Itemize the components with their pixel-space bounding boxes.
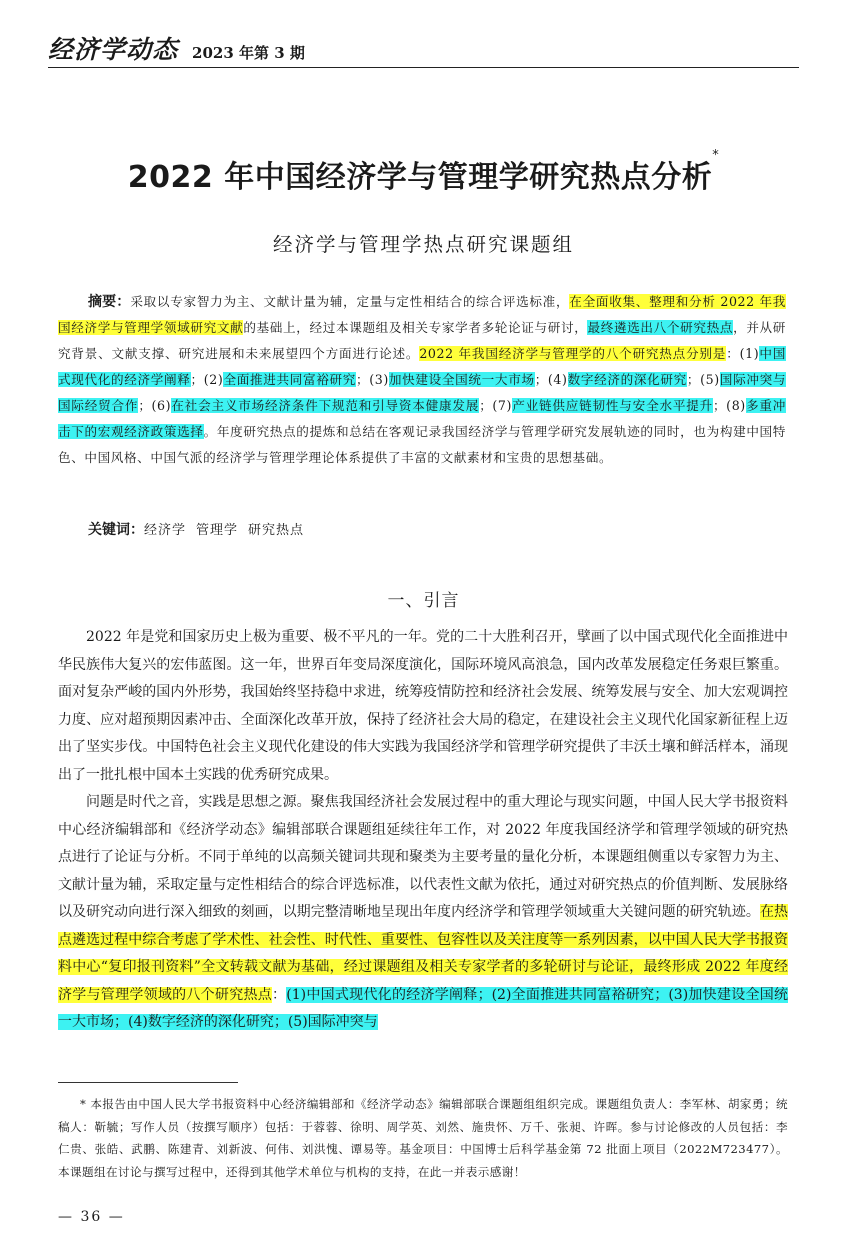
abstract-text: ；(5) xyxy=(686,372,720,387)
abstract-text: 采取以专家智力为主、文献计量为辅，定量与定性相结合的综合评选标准， xyxy=(130,294,570,309)
body-text-segment: 问题是时代之音，实践是思想之源。聚焦我国经济社会发展过程中的重大理论与现实问题，中国人民大学书报资料中心经济编辑部和《经济学动态》编辑部联合课题组延续往年工作，对 2022 年度我国经济学和管理学领域的研究热点进行了论证与分析。不同于单纯的以高频关键词共现和聚类为主要考量的量化分析，本课题组侧重以专家智力为主、文献计量为辅，采取定量与定性相结合的综合评选标准，以代表性文献为依托，通过对研究热点的价值判断、发展脉络以及研究动向进行深入细致的刻画，以期完整清晰地呈现出年度内经济学和管理学领域重大关键问题的研究轨迹。 xyxy=(58,794,788,920)
keyword: 经济学 xyxy=(144,523,187,538)
abstract-highlight: 全面推进共同富裕研究 xyxy=(223,372,356,387)
title-footnote-mark: * xyxy=(712,148,720,163)
section-heading: 一、引言 xyxy=(387,591,460,611)
abstract-text: ；(2) xyxy=(190,372,224,387)
footnote-text: * 本报告由中国人民大学书报资料中心经济编辑部和《经济学动态》编辑部联合课题组组织完成。课题组负责人：李军林、胡家勇；统稿人：靳毓；写作人员（按撰写顺序）包括：于蓉蓉、徐明、周学英、刘然、施贵怀、万千、张昶、许晖。参与讨论修改的人员包括：李仁贵、张皓、武鹏、陈建青、刘新波、何伟、刘洪愧、谭易等。基金项目：中国博士后科学基金第 72 批面上项目（2022M723477）。本课题组在讨论与撰写过程中，还得到其他学术单位与机构的支持，在此一并表示感谢！ xyxy=(58,1097,788,1179)
abstract-text: ；(3) xyxy=(356,372,389,387)
header-rule xyxy=(48,67,799,68)
abstract xyxy=(58,289,786,471)
article-title-text: 2022 年中国经济学与管理学研究热点分析 xyxy=(127,160,713,195)
page-number: — 36 — xyxy=(58,1209,125,1225)
keywords xyxy=(88,519,314,539)
body-paragraph xyxy=(58,789,788,1037)
abstract-label: 摘要： xyxy=(88,294,131,310)
article-title xyxy=(0,148,847,196)
abstract-highlight: 多重冲击下的宏观经济政策选择 xyxy=(58,398,786,439)
abstract-highlight: 最终遴选出八个研究热点 xyxy=(587,320,734,335)
body-text xyxy=(58,624,788,1037)
abstract-text: 的基础上，经过本课题组及相关专家学者多轮论证与研讨， xyxy=(243,320,588,335)
abstract-highlight: 在社会主义市场经济条件下规范和引导资本健康发展 xyxy=(171,398,480,413)
abstract-highlight: 数字经济的深化研究 xyxy=(567,372,687,387)
abstract-highlight: 中国式现代化的经济学阐释 xyxy=(58,346,786,387)
issue-label: 2023 年第 3 期 xyxy=(192,44,305,62)
abstract-highlight: 在全面收集、整理和分析 2022 年我国经济学与管理学领域研究文献 xyxy=(58,294,786,335)
abstract-highlight: 2022 年我国经济学与管理学的八个研究热点分别是 xyxy=(419,346,727,361)
body-highlight: 在热点遴选过程中综合考虑了学术性、社会性、时代性、重要性、包容性以及关注度等一系列因素，以中国人民大学书报资料中心“复印报刊资料”全文转载文献为基础，经过课题组及相关专家学者的多轮研讨与论证，最终形成 2022 年度经济学与管理学领域的八个研究热点 xyxy=(58,904,789,1003)
abstract-highlight: 加快建设全国统一大市场 xyxy=(388,372,535,387)
keywords-label: 关键词： xyxy=(88,522,144,538)
abstract-highlight: 国际冲突与国际经贸合作 xyxy=(58,372,787,413)
keyword: 管理学 xyxy=(196,523,239,538)
journal-logo: 经济学动态 xyxy=(48,35,179,64)
abstract-text: 。年度研究热点的提炼和总结在客观记录我国经济学与管理学研究发展轨迹的同时，也为构建中国特色、中国风格、中国气派的经济学与管理学理论体系提供了丰富的文献素材和宝贵的思想基础。 xyxy=(58,424,786,465)
body-paragraph: 2022 年是党和国家历史上极为重要、极不平凡的一年。党的二十大胜利召开，擘画了以中国式现代化全面推进中华民族伟大复兴的宏伟蓝图。这一年，世界百年变局深度演化，国际环境风高浪急，国内改革发展稳定任务艰巨繁重。面对复杂严峻的国内外形势，我国始终坚持稳中求进，统筹疫情防控和经济社会发展、统筹发展与安全、加大宏观调控力度、应对超预期因素冲击、全面深化改革开放，保持了经济社会大局的稳定，在建设社会主义现代化国家新征程上迈出了坚实步伐。中国特色社会主义现代化建设的伟大实践为我国经济学和管理学研究提供了丰沃土壤和鲜活样本，涌现出了一批扎根中国本土实践的优秀研究成果。 xyxy=(58,629,788,783)
authors: 经济学与管理学热点研究课题组 xyxy=(272,233,574,256)
abstract-text: ：(1) xyxy=(726,346,760,361)
body-highlight: (1)中国式现代化的经济学阐释；(2)全面推进共同富裕研究；(3)加快建设全国统一大市场；(4)数字经济的深化研究；(5)国际冲突与 xyxy=(58,986,789,1030)
footnote-rule xyxy=(58,1082,238,1083)
abstract-text: ，并从研究背景、文献支撑、研究进展和未来展望四个方面进行论述。 xyxy=(58,320,786,361)
abstract-indent xyxy=(58,294,88,309)
running-header xyxy=(48,30,305,66)
abstract-text: ；(8) xyxy=(712,398,746,413)
abstract-highlight: 产业链供应链韧性与安全水平提升 xyxy=(512,398,713,413)
body-text-segment: ： xyxy=(272,986,287,1003)
abstract-text: ；(4) xyxy=(534,372,568,387)
footnote xyxy=(58,1093,788,1183)
keyword: 研究热点 xyxy=(248,523,305,538)
abstract-text: ；(7) xyxy=(479,398,513,413)
abstract-text: ；(6) xyxy=(138,398,172,413)
